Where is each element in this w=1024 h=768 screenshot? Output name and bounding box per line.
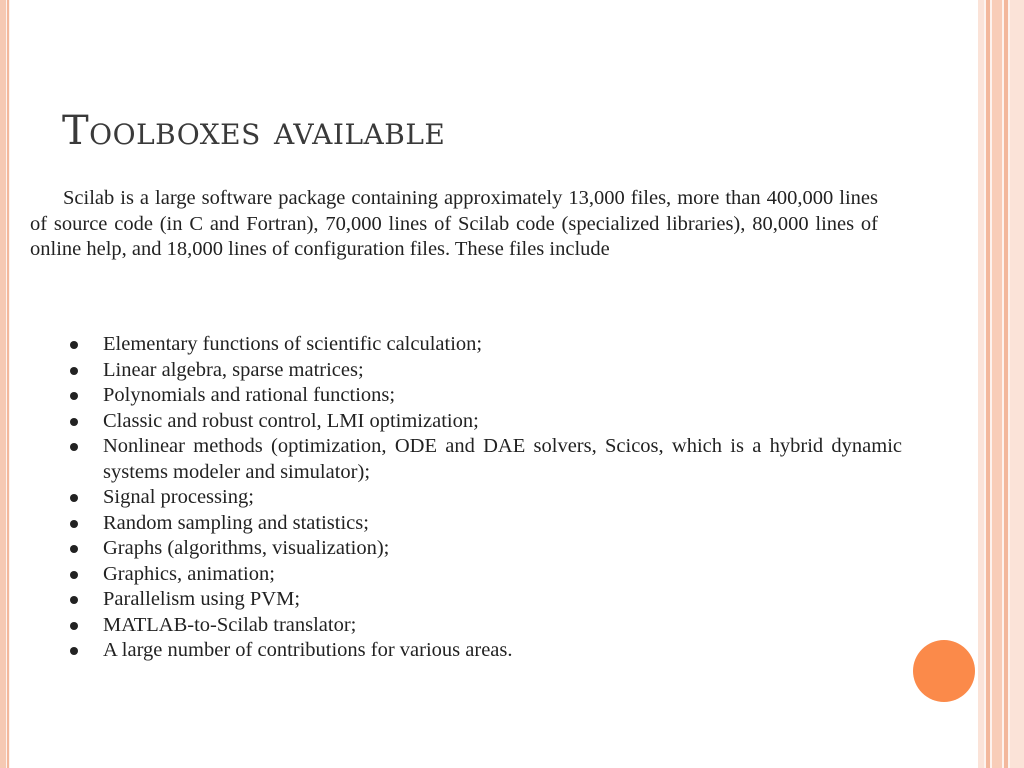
list-item-text: Linear algebra, sparse matrices; <box>103 358 364 381</box>
list-item-text: Polynomials and rational functions; <box>103 384 396 406</box>
bullet-icon <box>70 571 78 579</box>
list-item <box>62 434 902 485</box>
list-item <box>62 485 902 511</box>
list-item-text: Graphs (algorithms, visualization); <box>103 537 390 559</box>
list-item-text: Graphics, animation; <box>103 562 275 585</box>
list-item <box>62 638 902 664</box>
left-decorative-stripe <box>0 0 6 768</box>
list-item-text: Elementary functions of scientific calculation; <box>103 333 483 355</box>
bullet-icon <box>70 596 78 604</box>
slide-title: Toolboxes available <box>62 108 446 154</box>
bullet-icon <box>70 341 78 349</box>
list-item <box>62 587 902 613</box>
right-stripe-3 <box>992 0 1002 768</box>
list-item-text: MATLAB-to-Scilab translator; <box>103 613 357 636</box>
bullet-icon <box>70 443 78 451</box>
toolbox-list <box>62 332 902 664</box>
list-item <box>62 383 902 409</box>
right-stripe-4 <box>1004 0 1008 768</box>
bullet-icon <box>70 647 78 655</box>
list-item-text: A large number of contributions for various areas. <box>103 639 513 661</box>
list-item <box>62 358 902 384</box>
bullet-icon <box>70 545 78 553</box>
intro-paragraph: Scilab is a large software package containing approximately 13,000 files, more than 400,000 lines of source code (in C and Fortran), 70,000 lines of Scilab code (specialized libraries), 80,000 lines of online help, and 18,000 lines of configuration files. These files include <box>30 187 878 260</box>
list-item <box>62 332 902 358</box>
list-item <box>62 536 902 562</box>
list-item-text: Parallelism using PVM; <box>103 588 301 610</box>
left-decorative-line <box>7 0 9 768</box>
bullet-icon <box>70 392 78 400</box>
list-item <box>62 613 902 639</box>
list-item <box>62 562 902 588</box>
right-stripe-1 <box>978 0 984 768</box>
orange-circle-decoration <box>913 640 975 702</box>
right-stripe-2 <box>986 0 990 768</box>
bullet-icon <box>70 622 78 630</box>
bullet-icon <box>70 418 78 426</box>
bullet-icon <box>70 494 78 502</box>
right-decorative-stripes <box>978 0 1024 768</box>
list-item-text: Classic and robust control, LMI optimization; <box>103 409 479 432</box>
right-stripe-5 <box>1010 0 1024 768</box>
list-item-text: Random sampling and statistics; <box>103 511 369 534</box>
bullet-icon <box>70 520 78 528</box>
list-item <box>62 409 902 435</box>
list-item <box>62 511 902 537</box>
list-item-text: Nonlinear methods (optimization, ODE and DAE solvers, Scicos, which is a hybrid dynamic systems modeler and simulator); <box>103 435 902 483</box>
list-item-text: Signal processing; <box>103 486 254 508</box>
bullet-icon <box>70 367 78 375</box>
